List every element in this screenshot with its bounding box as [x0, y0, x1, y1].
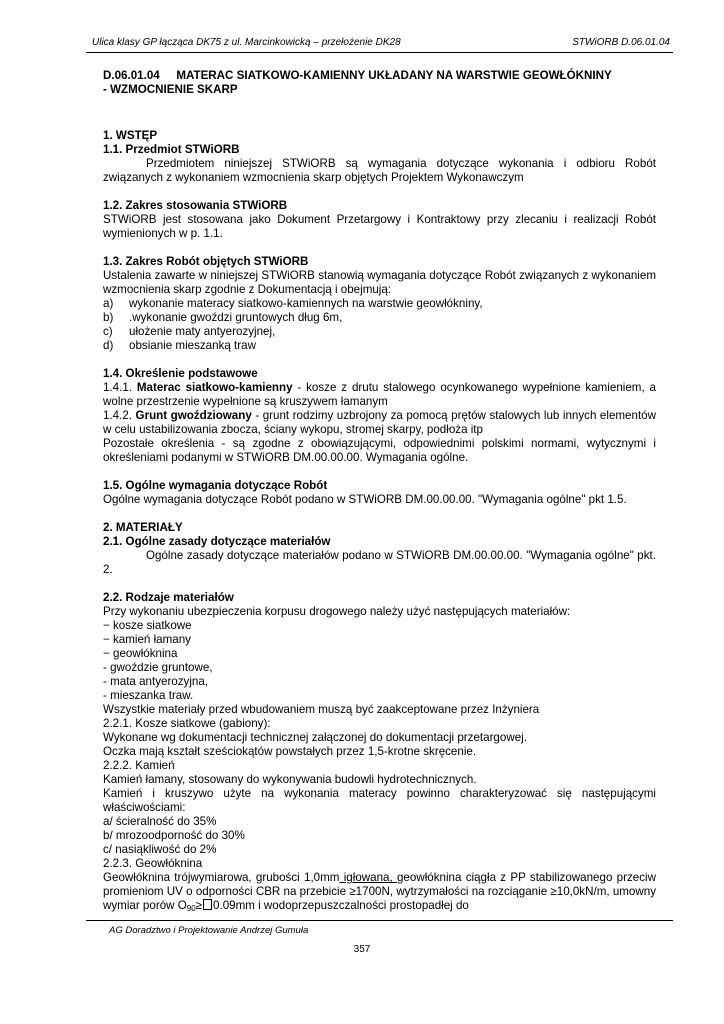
- title-line-2: - WZMOCNIENIE SKARP: [103, 83, 238, 96]
- list-item: - gwoździe gruntowe,: [103, 661, 213, 674]
- gabion-text-2: Oczka mają kształt sześciokątów powstałych przez 1,5-krotne skręcenie.: [103, 745, 477, 758]
- subsection-2-2-2-heading: 2.2.2. Kamień: [103, 759, 175, 772]
- subsection-1-1-text: Przedmiotem niniejszej STWiORB są wymagania dotyczące wykonania i odbioru Robót związanych z wykonaniem wzmocnienia skarp objętych Projektem Wykonawczym: [103, 157, 656, 184]
- materials-list: [103, 619, 656, 703]
- subsection-1-2-text: STWiORB jest stosowana jako Dokument Przetargowy i Kontraktowy przy zlecaniu i realizacji Robót wymienionych w p. 1.1.: [103, 213, 656, 240]
- list-item: c) ułożenie maty antyerozyjnej,: [103, 325, 276, 338]
- list-item: c/ nasiąkliwość do 2%: [103, 843, 217, 856]
- document-body: [103, 69, 656, 913]
- document-title: [103, 69, 656, 97]
- subsection-1-5-text: Ogólne wymagania dotyczące Robót podano w STWiORB DM.00.00.00. "Wymagania ogólne" pkt 1.5.: [103, 493, 627, 506]
- subsection-2-2-text: Przy wykonaniu ubezpieczenia korpusu drogowego należy użyć następujących materiałów:: [103, 605, 571, 618]
- footer-company: AG Doradztwo i Projektowanie Andrzej Gumuła: [109, 925, 309, 936]
- header-project-title: Ulica klasy GP łącząca DK75 z ul. Marcinkowicką – przełożenie DK28: [92, 37, 401, 48]
- gabion-text-1: Wykonane wg dokumentacji technicznej załączonej do dokumentacji przetargowej.: [103, 731, 527, 744]
- header-document-code: STWiORB D.06.01.04: [572, 37, 670, 48]
- materials-acceptance-note: Wszystkie materiały przed wbudowaniem muszą być zaakceptowane przez Inżyniera: [103, 703, 540, 716]
- subsection-1-1-heading: 1.1. Przedmiot STWiORB: [103, 143, 240, 156]
- subsection-1-4-heading: 1.4. Określenie podstawowe: [103, 367, 258, 380]
- stone-text-1: Kamień łamany, stosowany do wykonywania budowli hydrotechnicznych.: [103, 773, 477, 786]
- list-item: − geowłóknina: [103, 647, 178, 660]
- list-item: − kosze siatkowe: [103, 619, 192, 632]
- list-item: a/ ścieralność do 35%: [103, 815, 217, 828]
- footer-divider: [86, 920, 673, 921]
- header-divider: [86, 52, 673, 53]
- list-item: d) obsianie mieszanką traw: [103, 339, 256, 352]
- subsection-2-1-heading: 2.1. Ogólne zasady dotyczące materiałów: [103, 535, 331, 548]
- subsection-2-2-1-heading: 2.2.1. Kosze siatkowe (gabiony):: [103, 717, 271, 730]
- list-item: - mata antyerozyjna,: [103, 675, 209, 688]
- subsection-1-2-heading: 1.2. Zakres stosowania STWiORB: [103, 199, 288, 212]
- list-item: − kamień łamany: [103, 633, 191, 646]
- section-1-heading: 1. WSTĘP: [103, 129, 158, 142]
- title-code: D.06.01.04: [103, 69, 160, 82]
- list-item: b) .wykonanie gwoździ gruntowych dług 6m,: [103, 311, 343, 324]
- list-item: a) wykonanie materacy siatkowo-kamiennych na warstwie geowłókniny,: [103, 297, 483, 310]
- geotextile-text: Geowłóknina trójwymiarowa, grubości 1,0mm igłowana, geowłóknina ciągła z PP stabilizowanego przeciw promieniom UV o odporności CBR na przebicie ≥1700N, wytrzymałości na rozciąganie ≥10,0kN/m, umowny wymiar porów $O_{90}\ge 0.09mm$ i wodoprzepuszczalności prostopadłej do: [103, 871, 656, 913]
- missing-glyph-icon: [203, 899, 212, 910]
- page-number: 357: [353, 944, 371, 955]
- list-item: b/ mrozoodporność do 30%: [103, 829, 245, 842]
- subsection-2-2-3-heading: 2.2.3. Geowłóknina: [103, 857, 203, 870]
- definition-1-4-1: 1.4.1. Materac siatkowo-kamienny - kosze z drutu stalowego ocynkowanego wypełnione kamieniem, a wolne przestrzenie wypełnione są kruszywem łamanym: [103, 381, 656, 408]
- subsection-2-1-text: Ogólne zasady dotyczące materiałów podano w STWiORB DM.00.00.00. "Wymagania ogólne" pkt. 2.: [103, 549, 656, 576]
- stone-properties-list: [103, 815, 656, 857]
- definition-1-4-2: 1.4.2. Grunt gwoździowany - grunt rodzimy uzbrojony za pomocą prętów stalowych lub innych elementów w celu ustabilizowania zbocza, ściany wykopu, stromej skarpy, podłoża itp: [103, 409, 656, 436]
- title-line-1: MATERAC SIATKOWO-KAMIENNY UKŁADANY NA WARSTWIE GEOWŁÓKNINY: [176, 69, 612, 82]
- subsection-1-5-heading: 1.5. Ogólne wymagania dotyczące Robót: [103, 479, 328, 492]
- stone-text-2: Kamień i kruszywo użyte na wykonania materacy powinno charakteryzować się następującymi właściwościami:: [103, 787, 656, 814]
- subsection-1-3-heading: 1.3. Zakres Robót objętych STWiORB: [103, 255, 309, 268]
- subsection-1-3-text: Ustalenia zawarte w niniejszej STWiORB stanowią wymagania dotyczące Robót związanych z wykonaniem wzmocnienia skarp zgodnie z Dokumentacją i obejmują:: [103, 269, 656, 296]
- subsection-2-2-heading: 2.2. Rodzaje materiałów: [103, 591, 234, 604]
- section-2-heading: 2. MATERIAŁY: [103, 521, 183, 534]
- list-item: - mieszanka traw.: [103, 689, 194, 702]
- scope-list: [103, 297, 656, 353]
- subsection-1-4-text: Pozostałe określenia - są zgodne z obowiązującymi, odpowiednimi polskimi normami, wytycznymi i określeniami podanymi w STWiORB DM.00.00.00. Wymagania ogólne.: [103, 437, 656, 464]
